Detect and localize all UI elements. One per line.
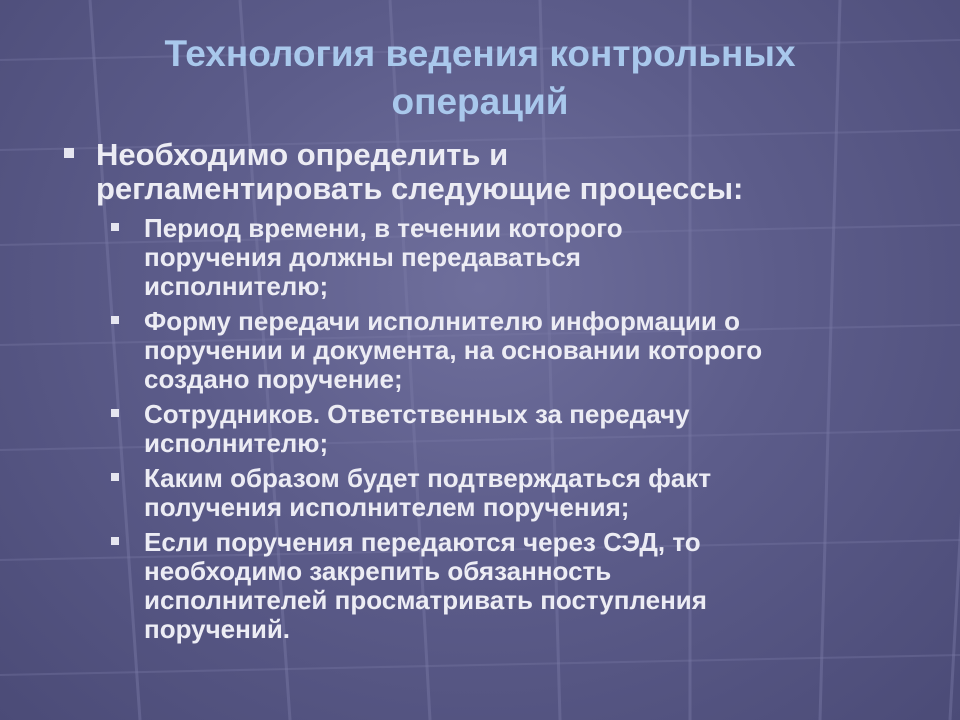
sub-point-line: создано поручение; [144,364,403,394]
main-point-line: регламентировать следующие процессы: [96,171,744,206]
sub-bullet-item [144,400,924,458]
sub-point-line: Форму передачи исполнителю информации о [144,306,740,336]
sub-point-line: Период времени, в течении которого [144,213,623,243]
square-bullet-icon [111,316,119,324]
sub-point-line: исполнителю; [144,271,329,301]
square-bullet-icon [111,223,119,231]
sub-bullet-list [144,214,924,644]
sub-point-line: поручений. [144,614,291,644]
square-bullet-icon [111,409,119,417]
main-point-line: Необходимо определить и [96,137,509,172]
sub-bullet-item [144,214,924,301]
title-line: операций [391,81,569,122]
sub-point-line: получения исполнителем поручения; [144,492,630,522]
sub-point-line: Если поручения передаются через СЭД, то [144,527,701,557]
sub-point-line: Сотрудников. Ответственных за передачу [144,399,690,429]
sub-bullet-item [144,307,924,394]
square-bullet-icon [111,537,119,545]
sub-point-line: исполнителю; [144,428,329,458]
square-bullet-icon [64,148,74,158]
slide-content [60,138,940,650]
sub-bullet-item [144,528,924,644]
title-line: Технология ведения контрольных [164,33,796,74]
sub-point-line: необходимо закрепить обязанность [144,556,612,586]
slide-title [60,30,900,126]
main-bullet-item [60,138,940,206]
sub-point-line: поручения должны передаваться [144,242,581,272]
square-bullet-icon [111,473,119,481]
sub-bullet-item [144,464,924,522]
sub-point-line: поручении и документа, на основании которого [144,335,763,365]
sub-point-line: Каким образом будет подтверждаться факт [144,463,712,493]
sub-point-line: исполнителей просматривать поступления [144,585,707,615]
